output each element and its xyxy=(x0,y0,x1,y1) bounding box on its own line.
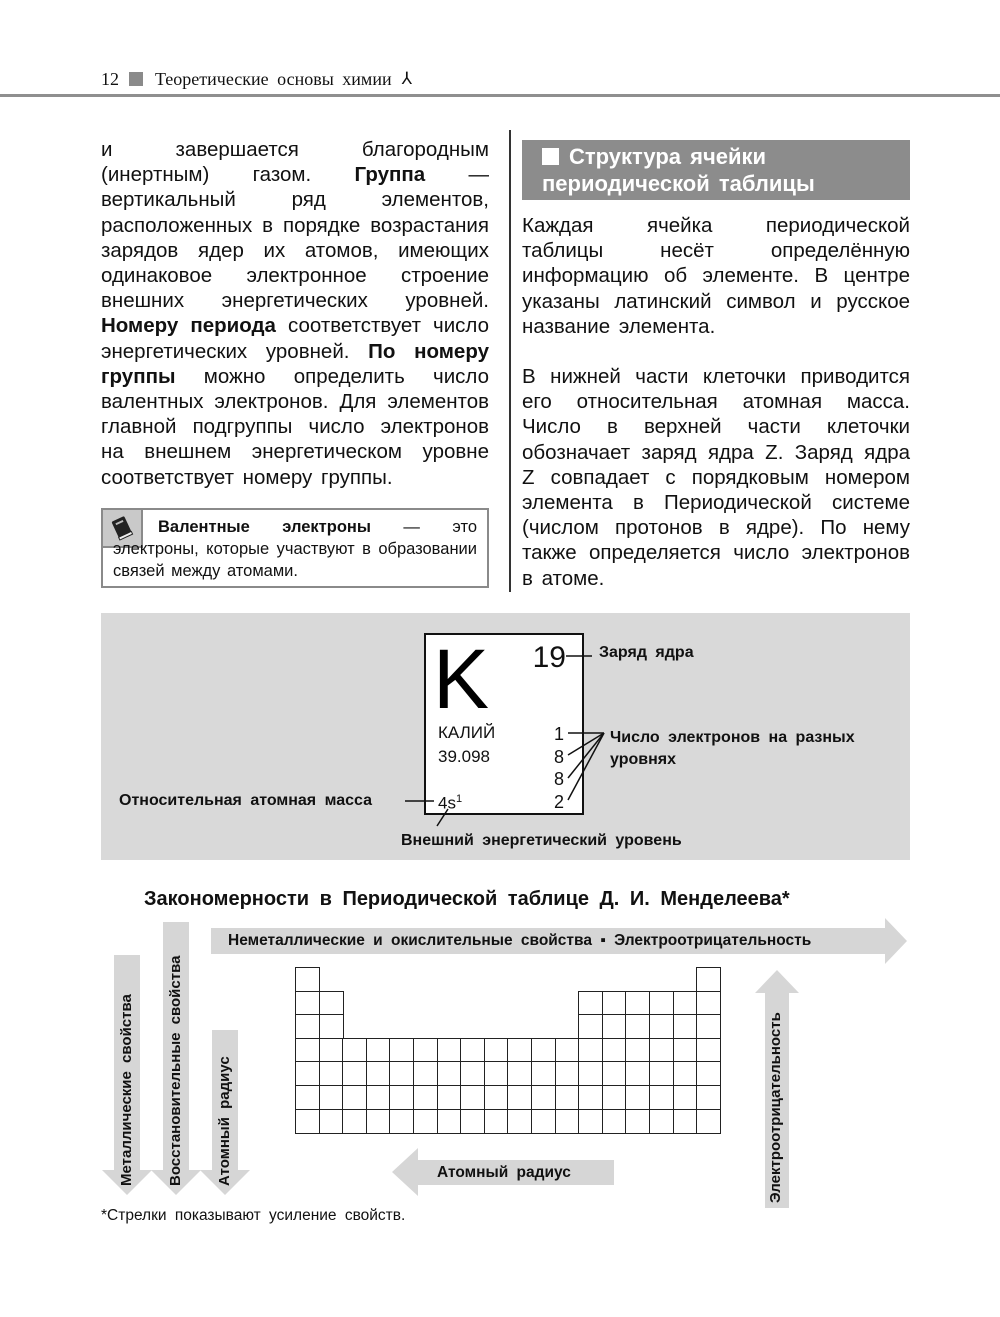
note-term: Валентные электроны xyxy=(158,518,371,536)
table-cell xyxy=(649,1061,674,1086)
table-cell xyxy=(295,1061,320,1086)
table-cell xyxy=(413,1085,438,1110)
table-cell xyxy=(437,1061,462,1086)
table-cell xyxy=(366,1038,391,1063)
config-base: 4s xyxy=(438,793,456,813)
table-cell xyxy=(460,1085,485,1110)
table-cell xyxy=(342,1061,367,1086)
table-cell xyxy=(342,1038,367,1063)
arrow-label-reducing: Восстановительные свойства xyxy=(167,955,184,1186)
label-electrons-per-level: Число электронов на разных уровнях xyxy=(610,729,855,768)
section-paragraph-1: Каждая ячейка периодической таблицы несёт определённую информацию об элементе. В центре указаны латинский символ и русское название элемента. xyxy=(522,214,910,338)
table-cell xyxy=(625,1061,650,1086)
table-cell xyxy=(602,1085,627,1110)
table-cell xyxy=(578,1085,603,1110)
table-cell xyxy=(507,1061,532,1086)
table-cell xyxy=(437,1038,462,1063)
table-cell xyxy=(389,1061,414,1086)
table-cell xyxy=(507,1085,532,1110)
table-cell xyxy=(413,1061,438,1086)
table-cell xyxy=(696,1038,721,1063)
table-cell xyxy=(319,1109,344,1134)
table-cell xyxy=(673,991,698,1016)
note-definition: — это электроны, которые участвуют в образовании связей между атомами. xyxy=(113,518,477,580)
table-cell xyxy=(555,1061,580,1086)
page-number: 12 xyxy=(101,68,119,89)
table-cell xyxy=(578,1038,603,1063)
table-cell xyxy=(649,1085,674,1110)
table-cell xyxy=(696,1061,721,1086)
table-cell xyxy=(531,1061,556,1086)
table-cell xyxy=(673,1038,698,1063)
table-cell xyxy=(366,1085,391,1110)
footnote: *Стрелки показывают усиление свойств. xyxy=(101,1207,406,1224)
table-cell xyxy=(602,1109,627,1134)
text-run: — вертикальный ряд элементов, расположенных в порядке возрастания зарядов ядер их атомов, имеющих одинаковое электронное строение внешних энергетических уровней. xyxy=(101,163,490,313)
table-cell xyxy=(366,1061,391,1086)
table-cell xyxy=(649,1109,674,1134)
arrow-label-radius-horizontal: Атомный радиус xyxy=(437,1164,571,1181)
table-cell xyxy=(389,1109,414,1134)
term-group: Группа xyxy=(354,163,426,187)
table-cell xyxy=(649,1014,674,1039)
table-cell xyxy=(319,1038,344,1063)
table-cell xyxy=(673,1014,698,1039)
section-heading-text: Структура ячейки периодической таблицы xyxy=(542,144,815,196)
table-cell xyxy=(437,1109,462,1134)
table-cell xyxy=(602,1014,627,1039)
term-period-number: Номеру периода xyxy=(101,314,276,338)
table-cell xyxy=(696,1085,721,1110)
element-name: КАЛИЙ xyxy=(438,723,496,742)
table-cell xyxy=(673,1061,698,1086)
table-cell xyxy=(602,1038,627,1063)
table-cell xyxy=(295,1038,320,1063)
table-cell xyxy=(555,1109,580,1134)
table-cell xyxy=(295,967,320,992)
diagram-title: Закономерности в Периодической таблице Д. И. Менделеева* xyxy=(144,888,790,910)
table-cell xyxy=(295,1085,320,1110)
table-cell xyxy=(578,991,603,1016)
shell-4: 2 xyxy=(553,791,564,812)
table-cell xyxy=(696,1109,721,1134)
shell-3: 8 xyxy=(553,769,564,789)
table-cell xyxy=(625,1109,650,1134)
table-cell xyxy=(342,1109,367,1134)
tripod-logo-icon: ⅄ xyxy=(401,69,412,88)
table-cell xyxy=(437,1085,462,1110)
table-cell xyxy=(389,1038,414,1063)
table-cell xyxy=(696,967,721,992)
table-cell xyxy=(366,1109,391,1134)
table-cell xyxy=(578,1109,603,1134)
table-cell xyxy=(578,1061,603,1086)
table-cell xyxy=(295,991,320,1016)
text-run: соответствует число энергетических уровней. xyxy=(101,314,489,363)
table-cell xyxy=(625,1014,650,1039)
label-outer-energy-level: Внешний энергетический уровень xyxy=(401,832,682,849)
table-cell xyxy=(295,1014,320,1039)
table-cell xyxy=(507,1109,532,1134)
arrow-label-radius-vertical: Атомный радиус xyxy=(216,1056,233,1186)
table-cell xyxy=(578,1014,603,1039)
config-sup: 1 xyxy=(455,793,463,805)
term-group-number: По номеру группы xyxy=(101,339,489,388)
table-cell xyxy=(319,1085,344,1110)
table-cell xyxy=(389,1085,414,1110)
table-cell xyxy=(625,991,650,1016)
table-cell xyxy=(319,991,344,1016)
atomic-number: 19 xyxy=(532,641,566,674)
table-cell xyxy=(531,1038,556,1063)
table-cell xyxy=(649,991,674,1016)
text-run: можно определить число валентных электронов. Для элементов главной подгруппы число электронов на внешнем энергетическом уровне соответствует номеру группы. xyxy=(101,364,489,489)
table-cell xyxy=(531,1109,556,1134)
table-cell xyxy=(625,1038,650,1063)
table-cell xyxy=(531,1085,556,1110)
table-cell xyxy=(555,1038,580,1063)
atomic-mass: 39.098 xyxy=(438,747,490,766)
table-cell xyxy=(673,1085,698,1110)
shell-2: 8 xyxy=(553,746,564,767)
table-cell xyxy=(295,1109,320,1134)
shell-1: 1 xyxy=(553,724,564,744)
table-cell xyxy=(696,1014,721,1039)
element-symbol: K xyxy=(433,632,490,726)
table-cell xyxy=(602,1061,627,1086)
table-cell xyxy=(484,1038,509,1063)
table-cell xyxy=(319,1014,344,1039)
table-cell xyxy=(413,1109,438,1134)
table-cell xyxy=(484,1085,509,1110)
section-paragraph-2: В нижней части клеточки приводится его относительная атомная масса. Число в верхней части клеточки обозначает заряд ядра Z. Заряд ядра Z совпадает с порядковым номером элемента в Периодической системе (числом протонов в ядре). По нему также определяется число электронов в атоме. xyxy=(522,365,910,590)
arrow-label-metallic: Металлические свойства xyxy=(118,994,135,1186)
text-run: и завершается благородным (инертным) газом. xyxy=(101,138,489,187)
table-cell xyxy=(460,1109,485,1134)
table-cell xyxy=(342,1085,367,1110)
section-title: Теоретические основы химии xyxy=(155,68,392,89)
label-nuclear-charge: Заряд ядра xyxy=(599,644,694,661)
table-cell xyxy=(625,1085,650,1110)
table-cell xyxy=(484,1109,509,1134)
label-relative-atomic-mass: Относительная атомная масса xyxy=(119,792,372,809)
table-cell xyxy=(413,1038,438,1063)
arrow-label-nonmetal: Неметаллические и окислительные свойства ▪ Электроотрицательность xyxy=(228,932,812,949)
table-cell xyxy=(696,991,721,1016)
table-cell xyxy=(484,1061,509,1086)
arrow-label-electroneg: Электроотрицательность xyxy=(767,1012,784,1203)
table-cell xyxy=(319,1061,344,1086)
table-cell xyxy=(673,1109,698,1134)
table-cell xyxy=(460,1061,485,1086)
table-cell xyxy=(602,991,627,1016)
table-cell xyxy=(460,1038,485,1063)
table-cell xyxy=(649,1038,674,1063)
table-cell xyxy=(507,1038,532,1063)
table-cell xyxy=(555,1085,580,1110)
